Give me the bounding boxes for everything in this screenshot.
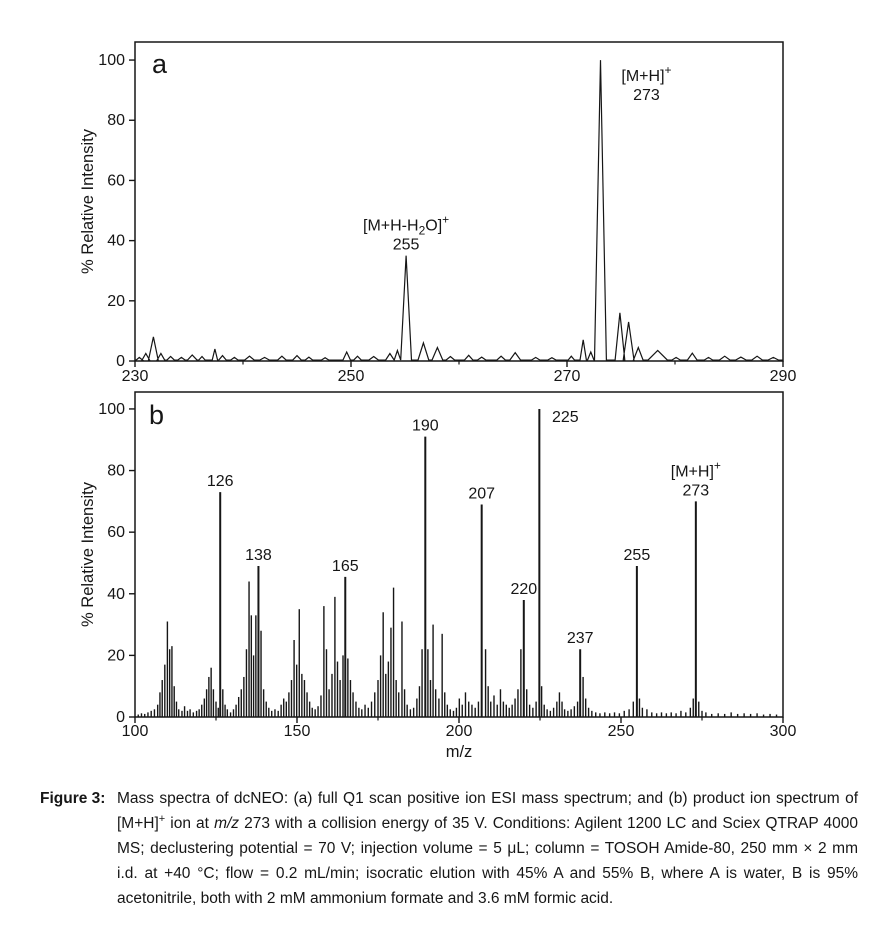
y-tick-label: 20 xyxy=(107,292,125,310)
figure-caption-text xyxy=(117,786,858,911)
y-tick-label: 100 xyxy=(98,400,125,418)
peak-label-207: 207 xyxy=(468,485,496,503)
y-tick-label: 40 xyxy=(107,585,125,603)
spectrum-trace xyxy=(135,60,783,360)
x-tick-label: 100 xyxy=(121,723,149,740)
peak-label-190: 190 xyxy=(411,417,439,435)
y-tick-label: 80 xyxy=(107,462,125,480)
x-tick-label: 270 xyxy=(553,368,581,385)
peak-annotation-255: 255 xyxy=(392,236,420,254)
x-axis-title: m/z xyxy=(445,743,473,761)
y-axis-title: % Relative Intensity xyxy=(79,482,97,627)
y-tick-label: 100 xyxy=(98,52,125,70)
caption-segment: Mass spectra of dcNEO: (a) full Q1 scan positive ion ESI mass spectrum; and (b) product ion spectrum of [M+H] xyxy=(117,790,858,832)
peak-label-220: 220 xyxy=(510,580,538,598)
peak-annotation-273: 273 xyxy=(633,87,660,105)
y-tick-label: 20 xyxy=(107,647,125,665)
peak-annotation-255: $[M+H-H_2O]^+$ xyxy=(363,212,450,238)
peak-annotation-273: [M+H]+ xyxy=(621,63,672,86)
panel-letter-b: b xyxy=(149,400,165,430)
peak-label-273: 273 xyxy=(682,482,710,500)
x-tick-label: 200 xyxy=(445,723,473,740)
spectrum-panel-b xyxy=(79,392,796,761)
peak-label-273: [M+H]+ xyxy=(670,458,721,481)
y-tick-label: 0 xyxy=(116,709,125,726)
caption-segment: m/z xyxy=(214,815,240,832)
peak-label-138: 138 xyxy=(245,547,272,565)
peak-label-237: 237 xyxy=(566,630,594,648)
y-tick-label: 80 xyxy=(107,112,125,130)
peak-label-225: 225 xyxy=(552,408,579,426)
x-tick-label: 230 xyxy=(121,368,149,385)
plot-box-a xyxy=(135,42,783,361)
plot-box-b xyxy=(135,392,783,717)
peak-label-126: 126 xyxy=(206,473,234,491)
y-tick-label: 0 xyxy=(116,353,125,370)
panel-letter-a: a xyxy=(152,49,168,79)
y-tick-label: 60 xyxy=(107,524,125,542)
caption-segment: ion at xyxy=(165,815,215,832)
figure-caption-label: Figure 3: xyxy=(40,790,106,807)
y-tick-label: 60 xyxy=(107,172,125,190)
x-tick-label: 290 xyxy=(769,368,797,385)
peak-label-165: 165 xyxy=(331,557,359,575)
peak-label-255: 255 xyxy=(623,547,651,565)
x-tick-label: 150 xyxy=(283,723,311,740)
spectrum-panel-a xyxy=(79,42,796,385)
x-tick-label: 300 xyxy=(769,723,797,740)
figure-caption xyxy=(40,786,858,911)
y-axis-title: % Relative Intensity xyxy=(79,129,97,274)
caption-segment: 273 with a collision energy of 35 V. Conditions: Agilent 1200 LC and Sciex QTRAP 4000 MS; declustering potential = 70 V; injection volume = 5 μL; column = TOSOH Amide-80, 250 mm × 2 mm i.d. at +40 °C; flow = 0.2 mL/min; isocratic elution with 45% A and 55% B, where A is water, B is 95% acetonitrile, both with 2 mM ammonium formate and 3.6 mM formic acid. xyxy=(117,815,859,907)
x-tick-label: 250 xyxy=(337,368,365,385)
caption-segment: + xyxy=(158,812,166,825)
x-tick-label: 250 xyxy=(607,723,635,740)
y-tick-label: 40 xyxy=(107,232,125,250)
